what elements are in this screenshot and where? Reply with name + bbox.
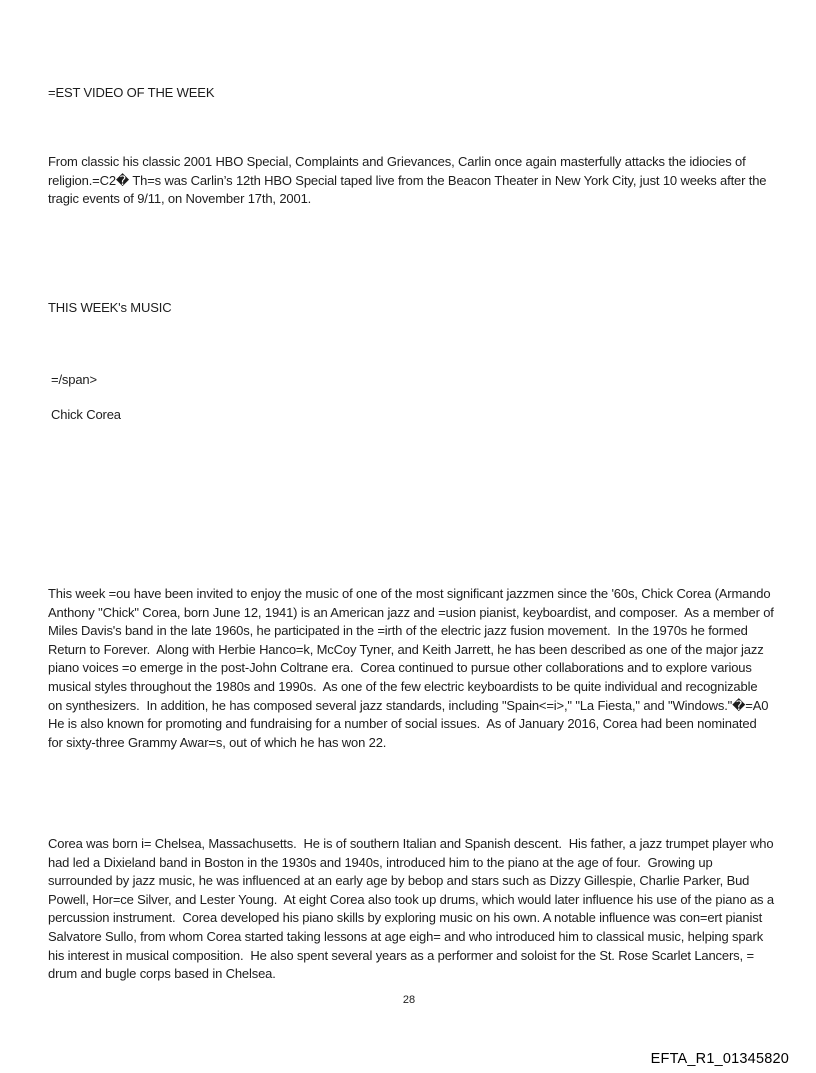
stray-markup-fragment: =/span> xyxy=(51,372,97,387)
music-bio-paragraph-2: Corea was born i= Chelsea, Massachusetts. He is of southern Italian and Spanish descent. His father, a jazz trumpet player who had led a Dixieland band in Boston in the 1930s and 1940s, introduced him to the piano at the age of four. Growing up surrounded by jazz music, he was influenced at an early age by bebop and stars such as Dizzy Gillespie, Charlie Parker, Bud Powell, Hor=ce Silver, and Lester Young. At eight Corea also took up drums, which would later influence his use of the piano as a percussion instrument. Corea developed his piano skills by exploring music on his own. A notable influence was con=ert pianist Salvatore Sullo, from whom Corea started taking lessons at age eigh= and who introduced him to classical music, helping spark his interest in musical composition. He also spent several years as a performer and soloist for the St. Rose Scarlet Lancers, = drum and bugle corps based in Chelsea. xyxy=(48,836,778,982)
artist-name: Chick Corea xyxy=(51,407,121,422)
music-bio-paragraph-1: This week =ou have been invited to enjoy the music of one of the most significant jazzmen since the '60s, Chick Corea (Armando Anthony "Chick" Corea, born June 12, 1941) is an American jazz and =usion pianist, keyboardist, and composer. As a member of Miles Davis's band in the late 1960s, he participated in the =irth of the electric jazz fusion movement. In the 1970s he formed Return to Forever. Along with Herbie Hanco=k, McCoy Tyner, and Keith Jarrett, he has been described as one of the major jazz piano voices =o emerge in the post-John Coltrane era. Corea continued to pursue other collaborations and to explore various musical styles throughout the 1980s and 1990s. As one of the few electric keyboardists to be quite individual and recognizable on synthesizers. In addition, he has composed several jazz standards, including "Spain<=i>," "La Fiesta," and "Windows."�=A0 He is also known for promoting and fundraising for a number of social issues. As of January 2016, Corea had been nominated for sixty-three Grammy Awar=s, out of which he has won 22. xyxy=(48,586,778,750)
video-section-paragraph: From classic his classic 2001 HBO Special, Complaints and Grievances, Carlin once again masterfully attacks the idiocies of religion.=C2� Th=s was Carlin’s 12th HBO Special taped live from the Beacon Theater in New York City, just 10 weeks after the tragic events of 9/11, on November 17th, 2001. xyxy=(48,154,770,207)
bates-number: EFTA_R1_01345820 xyxy=(650,1051,789,1067)
music-section-heading: THIS WEEK's MUSIC xyxy=(48,300,172,315)
page-number: 28 xyxy=(402,994,416,1006)
video-section-heading: =EST VIDEO OF THE WEEK xyxy=(48,85,215,100)
